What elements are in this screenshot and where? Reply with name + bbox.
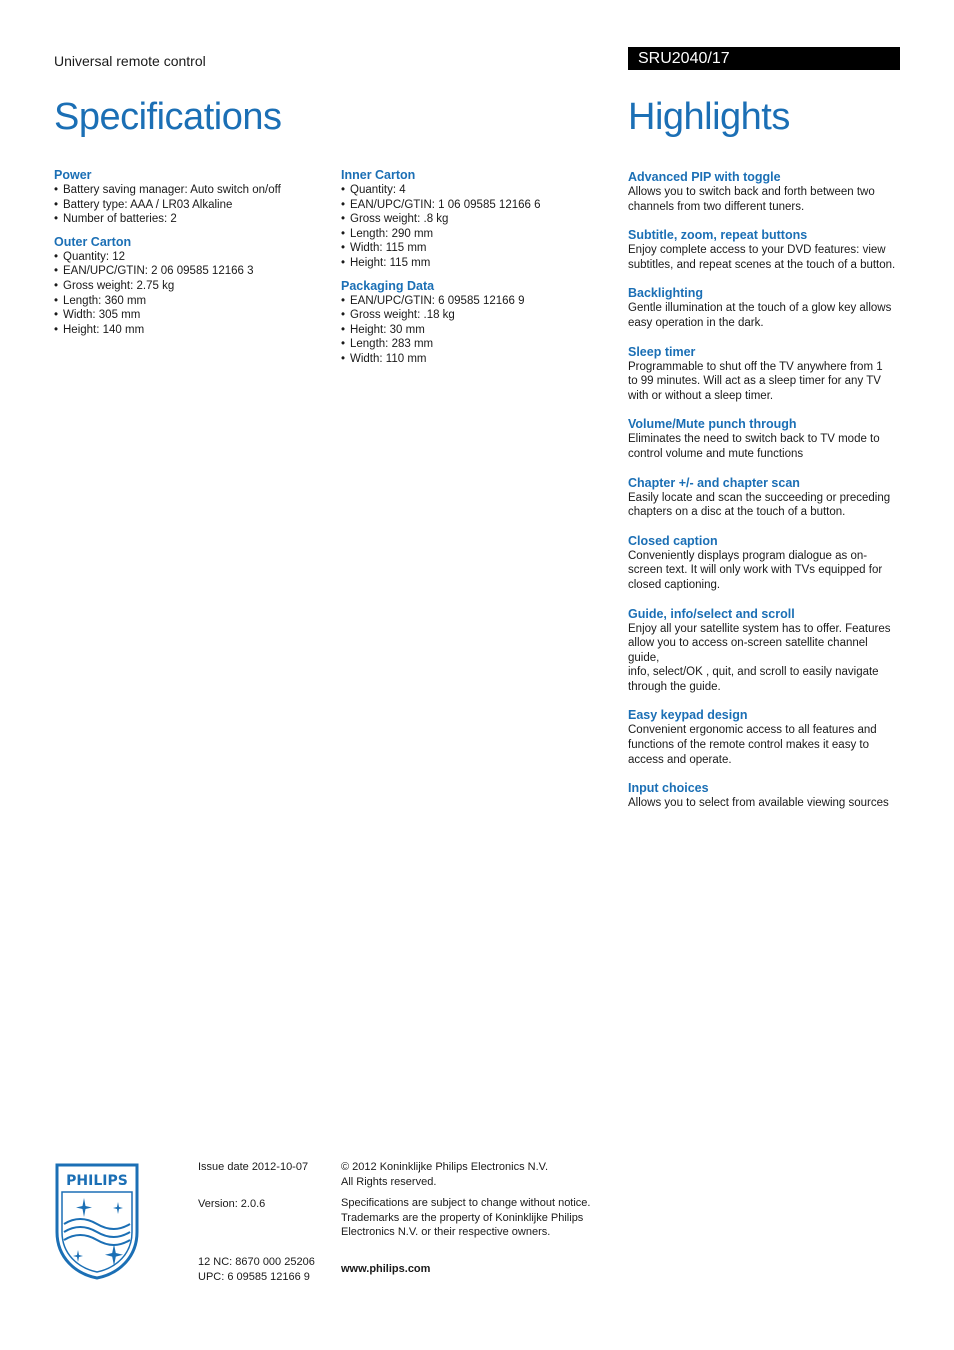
- highlight-text-line: functions of the remote control makes it easy to: [628, 739, 869, 752]
- document-subtitle: Universal remote control: [54, 53, 206, 69]
- highlight-item: [628, 534, 902, 593]
- highlight-text-line: Easily locate and scan the succeeding or preceding: [628, 491, 891, 504]
- highlight-text-line: Eliminates the need to switch back to TV mode to: [628, 433, 880, 446]
- specs-column-right: [341, 168, 611, 375]
- spec-item: • Gross weight: 2.75 kg: [54, 279, 324, 294]
- highlight-text-line: Programmable to shut off the TV anywhere from 1: [628, 360, 883, 373]
- spec-item: • EAN/UPC/GTIN: 6 09585 12166 9: [341, 294, 611, 309]
- highlight-title: Easy keypad design: [628, 708, 748, 723]
- spec-item: • Length: 283 mm: [341, 337, 611, 352]
- highlight-text-line: easy operation in the dark.: [628, 316, 764, 329]
- highlight-text-line: Allows you to switch back and forth between two: [628, 186, 875, 198]
- svg-text:PHILIPS: PHILIPS: [66, 1173, 128, 1189]
- highlight-text-line: closed captioning.: [628, 578, 721, 591]
- highlight-text-line: to 99 minutes. Will act as a sleep timer for any TV: [628, 375, 881, 388]
- highlight-item: [628, 476, 902, 520]
- spec-item: • Width: 115 mm: [341, 241, 611, 256]
- spec-item: • Number of batteries: 2: [54, 212, 324, 227]
- highlight-text-line: screen text. It will only work with TVs equipped for: [628, 564, 883, 577]
- highlight-title: Closed caption: [628, 533, 718, 548]
- spec-list: [341, 294, 611, 367]
- spec-section-title: Packaging Data: [341, 278, 435, 293]
- highlight-title: Advanced PIP with toggle: [628, 170, 781, 184]
- highlight-text-line: Conveniently displays program dialogue as on-: [628, 549, 868, 562]
- highlight-title: Chapter +/- and chapter scan: [628, 475, 800, 490]
- highlight-item: [628, 708, 902, 767]
- spec-item: • EAN/UPC/GTIN: 1 06 09585 12166 6: [341, 198, 611, 213]
- highlight-item: [628, 286, 902, 330]
- spec-item: • Gross weight: .18 kg: [341, 308, 611, 323]
- version: Version: 2.0.6: [198, 1197, 266, 1210]
- highlight-item: [628, 781, 902, 811]
- highlight-text-line: Allows you to select from available viewing sources: [628, 797, 889, 810]
- highlight-item: [628, 417, 902, 461]
- spec-item: • Battery type: AAA / LR03 Alkaline: [54, 198, 324, 213]
- highlight-item: [628, 607, 902, 695]
- spec-list: [341, 183, 611, 271]
- footer-legal: [341, 1160, 601, 1276]
- spec-item: • Width: 110 mm: [341, 352, 611, 367]
- highlight-text-line: with or without a sleep timer.: [628, 389, 774, 402]
- highlight-text-line: Enjoy complete access to your DVD features: view: [628, 244, 886, 257]
- philips-logo: [54, 1162, 140, 1280]
- highlight-text-line: Convenient ergonomic access to all features and: [628, 724, 877, 737]
- spec-section-title: Outer Carton: [54, 234, 132, 249]
- highlight-text-line: through the guide.: [628, 680, 721, 693]
- spec-section-title: Inner Carton: [341, 168, 416, 182]
- spec-item: • Height: 140 mm: [54, 323, 324, 338]
- highlight-title: Subtitle, zoom, repeat buttons: [628, 228, 808, 243]
- highlight-text-line: channels from two different tuners.: [628, 200, 805, 213]
- spec-section: [341, 279, 611, 367]
- highlight-title: Backlighting: [628, 286, 704, 301]
- spec-item: • Length: 360 mm: [54, 294, 324, 309]
- specifications-title: Specifications: [54, 96, 282, 138]
- spec-item: • Gross weight: .8 kg: [341, 212, 611, 227]
- highlight-text-line: allow you to access on-screen satellite channel guide,: [628, 637, 868, 664]
- spec-section: [54, 168, 324, 227]
- copyright-line-2: All Rights reserved.: [341, 1175, 437, 1188]
- highlights-column: [628, 170, 902, 825]
- spec-item: • Quantity: 4: [341, 183, 611, 198]
- highlight-text-line: control volume and mute functions: [628, 447, 804, 460]
- spec-item: • Height: 30 mm: [341, 323, 611, 338]
- spec-list: [54, 250, 324, 338]
- highlight-title: Sleep timer: [628, 344, 696, 359]
- highlight-title: Volume/Mute punch through: [628, 417, 797, 432]
- nc-number: 12 NC: 8670 000 25206: [198, 1256, 315, 1268]
- highlight-text-line: chapters on a disc at the touch of a button.: [628, 506, 846, 519]
- notice-line-1: Specifications are subject to change without notice.: [341, 1197, 591, 1209]
- highlight-item: [628, 170, 902, 214]
- highlight-item: [628, 345, 902, 404]
- notice-line-3: Electronics N.V. or their respective owners.: [341, 1226, 551, 1238]
- highlight-title: Input choices: [628, 781, 709, 796]
- spec-item: • Length: 290 mm: [341, 227, 611, 242]
- highlight-text-line: access and operate.: [628, 753, 732, 766]
- notice-line-2: Trademarks are the property of Koninklijke Philips: [341, 1211, 584, 1224]
- highlight-text-line: subtitles, and repeat scenes at the touch of a button.: [628, 258, 896, 271]
- highlights-title: Highlights: [628, 96, 790, 138]
- spec-section-title: Power: [54, 168, 92, 182]
- highlight-text-line: info, select/OK , quit, and scroll to easily navigate: [628, 666, 879, 679]
- upc-number: UPC: 6 09585 12166 9: [198, 1270, 310, 1283]
- spec-item: • Width: 305 mm: [54, 308, 324, 323]
- spec-section: [341, 168, 611, 271]
- highlight-text-line: Enjoy all your satellite system has to offer. Features: [628, 622, 891, 635]
- model-number-bar: SRU2040/17: [628, 47, 900, 70]
- website-link[interactable]: www.philips.com: [341, 1262, 431, 1275]
- spec-item: • Height: 115 mm: [341, 256, 611, 271]
- specs-column-left: [54, 168, 324, 345]
- highlight-text-line: Gentle illumination at the touch of a glow key allows: [628, 302, 892, 315]
- spec-item: • Battery saving manager: Auto switch on/off: [54, 183, 324, 198]
- copyright-line-1: © 2012 Koninklijke Philips Electronics N.V.: [341, 1161, 549, 1173]
- spec-item: • Quantity: 12: [54, 250, 324, 265]
- spec-section: [54, 235, 324, 338]
- highlight-title: Guide, info/select and scroll: [628, 606, 795, 621]
- spec-list: [54, 183, 324, 227]
- issue-date: Issue date 2012-10-07: [198, 1161, 309, 1173]
- footer-meta: [198, 1160, 328, 1284]
- highlight-item: [628, 228, 902, 272]
- spec-item: • EAN/UPC/GTIN: 2 06 09585 12166 3: [54, 264, 324, 279]
